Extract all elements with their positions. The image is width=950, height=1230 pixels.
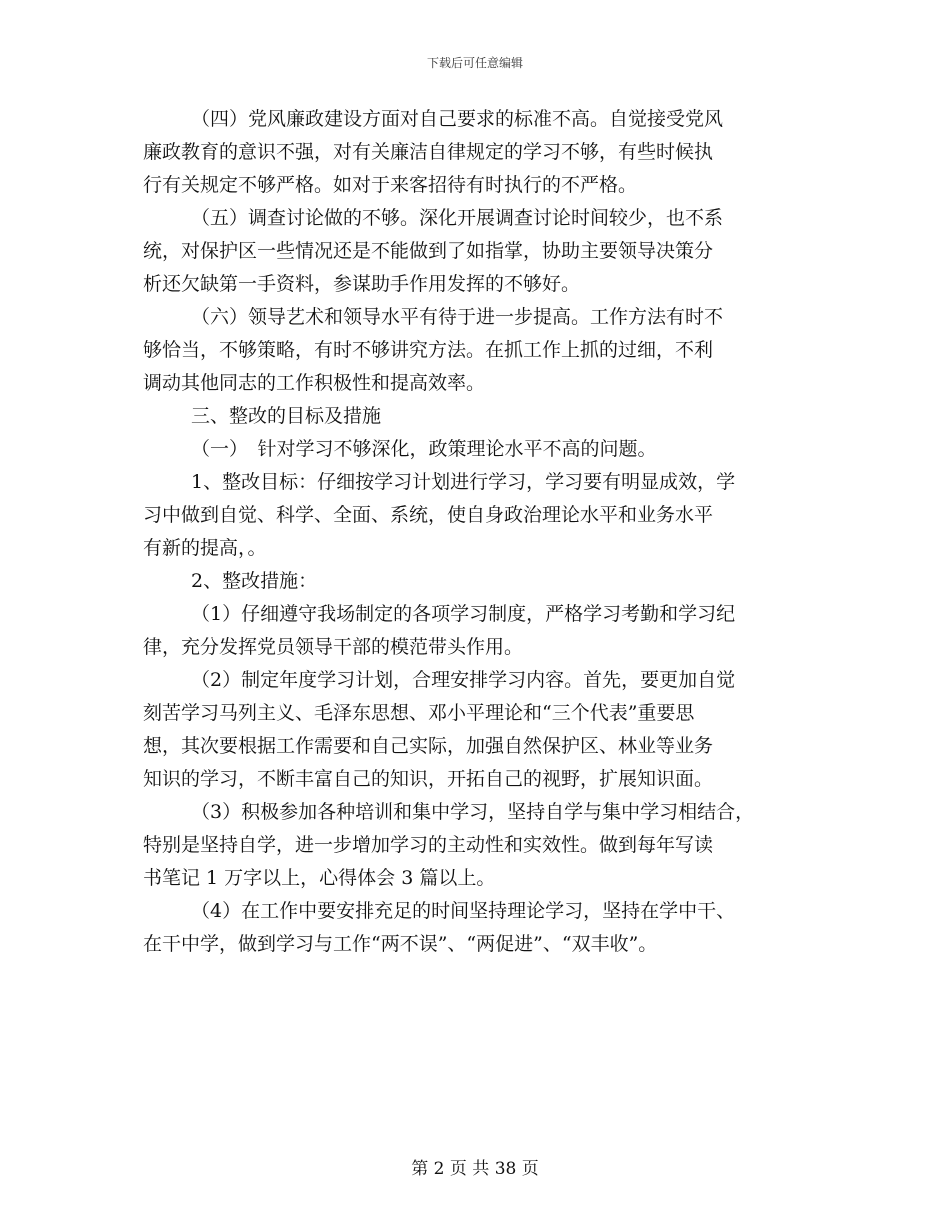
paragraph-line: 廉政教育的意识不强，对有关廉洁自律规定的学习不够，有些时候执	[143, 141, 714, 163]
paragraph-line: （4）在工作中要安排充足的时间坚持理论学习，坚持在学中干、	[191, 900, 736, 922]
paragraph-line: 特别是坚持自学，进一步增加学习的主动性和实效性。做到每年写读	[143, 834, 714, 856]
paragraph-line: 在干中学，做到学习与工作“两不误”、“两促进”、“双丰收”。	[143, 933, 658, 955]
paragraph-line: 习中做到自觉、科学、全面、系统，使自身政治理论水平和业务水平	[143, 504, 714, 526]
paragraph-line: 2、整改措施：	[191, 570, 318, 592]
paragraph-line: （3）积极参加各种培训和集中学习，坚持自学与集中学习相结合，	[191, 801, 755, 823]
paragraph-line: （一） 针对学习不够深化，政策理论水平不高的问题。	[191, 438, 657, 460]
page-footer: 第 2 页 共 38 页	[411, 1159, 539, 1179]
paragraph-line: （2）制定年度学习计划，合理安排学习内容。首先，要更加自觉	[191, 669, 736, 691]
paragraph-line: 有新的提高，。	[143, 537, 267, 559]
paragraph-line: 刻苦学习马列主义、毛泽东思想、邓小平理论和“三个代表”重要思	[143, 702, 695, 724]
paragraph-line: 调动其他同志的工作积极性和提高效率。	[143, 372, 486, 394]
paragraph-line: 行有关规定不够严格。如对于来客招待有时执行的不严格。	[143, 174, 638, 196]
paragraph-line: 想，其次要根据工作需要和自己实际，加强自然保护区、林业等业务	[143, 735, 714, 757]
paragraph-line: （1）仔细遵守我场制定的各项学习制度，严格学习考勤和学习纪	[191, 603, 736, 625]
paragraph-line: （五）调查讨论做的不够。深化开展调查讨论时间较少，也不系	[191, 207, 724, 229]
document-body	[143, 103, 823, 961]
paragraph-line: 律，充分发挥党员领导干部的模范带头作用。	[143, 636, 524, 658]
paragraph-line: 1、整改目标：仔细按学习计划进行学习，学习要有明显成效，学	[191, 471, 736, 493]
page-header: 下载后可任意编辑	[426, 56, 523, 70]
paragraph-line: 三、整改的目标及措施	[191, 405, 382, 427]
paragraph-line: 析还欠缺第一手资料，参谋助手作用发挥的不够好。	[143, 273, 581, 295]
paragraph-line: （六）领导艺术和领导水平有待于进一步提高。工作方法有时不	[191, 306, 724, 328]
paragraph-line: 统，对保护区一些情况还是不能做到了如指掌，协助主要领导决策分	[143, 240, 714, 262]
paragraph-line: 知识的学习，不断丰富自己的知识，开拓自己的视野，扩展知识面。	[143, 768, 714, 790]
paragraph-line: （四）党风廉政建设方面对自己要求的标准不高。自觉接受党风	[191, 108, 724, 130]
paragraph-line: 够恰当，不够策略，有时不够讲究方法。在抓工作上抓的过细，不利	[143, 339, 714, 361]
paragraph-line: 书笔记 1 万字以上，心得体会 3 篇以上。	[143, 867, 496, 889]
